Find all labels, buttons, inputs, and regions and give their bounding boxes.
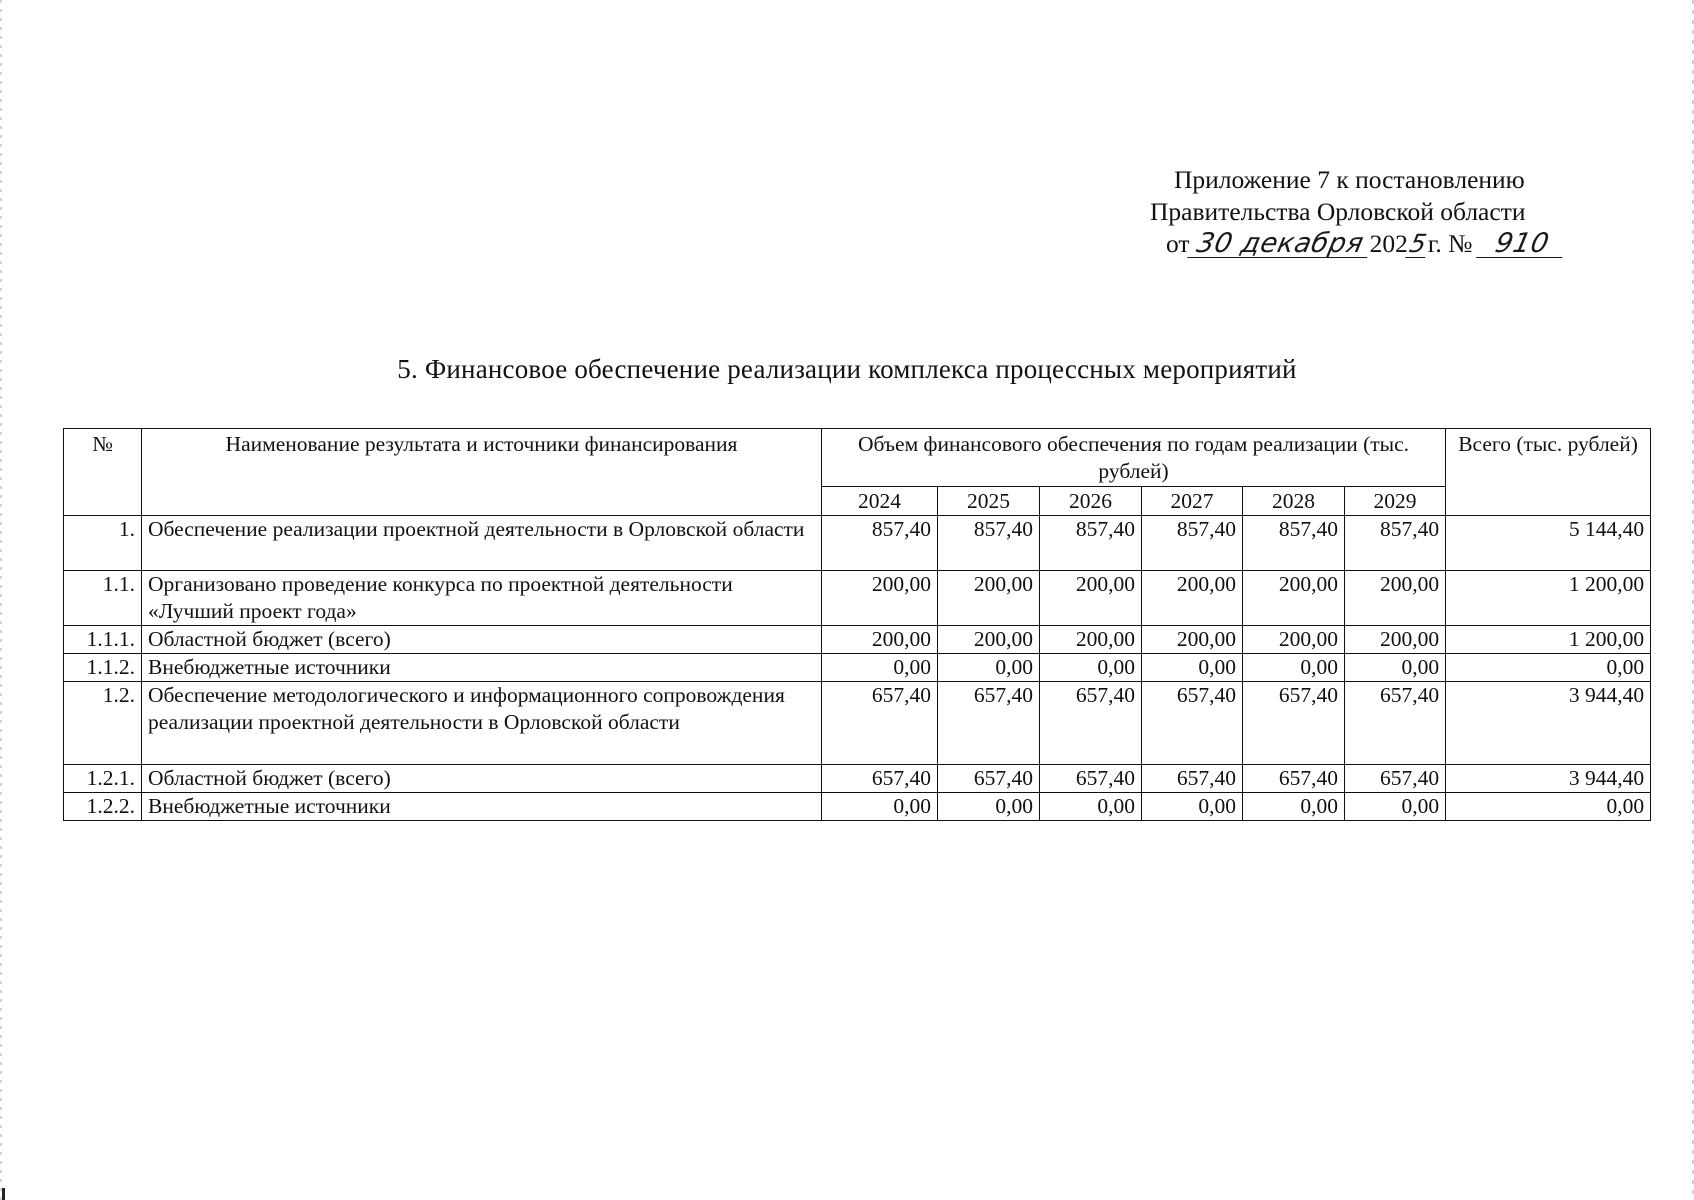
value-cell: 0,00 xyxy=(1142,793,1243,821)
value-cell: 200,00 xyxy=(1243,571,1345,626)
year-header: 2028 xyxy=(1243,487,1345,516)
value-cell: 657,40 xyxy=(1040,765,1142,793)
row-name: Организовано проведение конкурса по проектной деятельности «Лучший проект года» xyxy=(142,571,822,626)
value-cell: 657,40 xyxy=(1345,682,1446,765)
total-cell: 3 944,40 xyxy=(1446,765,1651,793)
year-header: 2026 xyxy=(1040,487,1142,516)
value-cell: 200,00 xyxy=(822,571,938,626)
year-header: 2025 xyxy=(938,487,1040,516)
year-header: 2027 xyxy=(1142,487,1243,516)
row-number: 1.1. xyxy=(64,571,142,626)
value-cell: 200,00 xyxy=(822,626,938,654)
total-cell: 3 944,40 xyxy=(1446,682,1651,765)
table-row xyxy=(64,682,1651,765)
value-cell: 200,00 xyxy=(1345,626,1446,654)
col-header-volume: Объем финансового обеспечения по годам реализации (тыс. рублей) xyxy=(822,429,1446,487)
value-cell: 200,00 xyxy=(1345,571,1446,626)
value-cell: 200,00 xyxy=(1243,626,1345,654)
value-cell: 0,00 xyxy=(1345,793,1446,821)
value-cell: 0,00 xyxy=(822,654,938,682)
total-cell: 1 200,00 xyxy=(1446,571,1651,626)
value-cell: 0,00 xyxy=(1243,793,1345,821)
value-cell: 200,00 xyxy=(938,626,1040,654)
table-row xyxy=(64,626,1651,654)
value-cell: 0,00 xyxy=(1040,793,1142,821)
value-cell: 200,00 xyxy=(1142,571,1243,626)
table-head-row xyxy=(64,429,1651,487)
year-header: 2029 xyxy=(1345,487,1446,516)
approval-line-1: Приложение 7 к постановлению xyxy=(1174,165,1525,194)
total-cell: 5 144,40 xyxy=(1446,516,1651,571)
approval-block xyxy=(1150,164,1590,260)
value-cell: 657,40 xyxy=(1345,765,1446,793)
handwritten-number: 910 xyxy=(1476,231,1568,258)
value-cell: 657,40 xyxy=(1142,765,1243,793)
approval-line-2: Правительства Орловской области xyxy=(1150,197,1526,226)
value-cell: 657,40 xyxy=(822,765,938,793)
approval-line-3 xyxy=(1150,228,1590,260)
value-cell: 200,00 xyxy=(938,571,1040,626)
table-row xyxy=(64,793,1651,821)
section-title: 5. Финансовое обеспечение реализации комплекса процессных мероприятий xyxy=(397,354,1297,384)
row-name: Внебюджетные источники xyxy=(142,793,822,821)
value-cell: 200,00 xyxy=(1040,571,1142,626)
row-number: 1.2.1. xyxy=(64,765,142,793)
handwritten-year-digit: 5 xyxy=(1406,229,1430,258)
from-prefix: от xyxy=(1166,229,1190,258)
value-cell: 857,40 xyxy=(938,516,1040,571)
row-name: Областной бюджет (всего) xyxy=(142,626,822,654)
value-cell: 657,40 xyxy=(938,682,1040,765)
year-header: 2024 xyxy=(822,487,938,516)
row-name: Внебюджетные источники xyxy=(142,654,822,682)
scan-edge-left xyxy=(0,0,2,1200)
year-suffix: г. № xyxy=(1427,229,1473,258)
table-row xyxy=(64,654,1651,682)
total-cell: 0,00 xyxy=(1446,654,1651,682)
value-cell: 0,00 xyxy=(822,793,938,821)
col-header-name: Наименование результата и источники финансирования xyxy=(142,429,822,516)
value-cell: 857,40 xyxy=(822,516,938,571)
handwritten-date: 30 декабря xyxy=(1187,231,1373,258)
table-row xyxy=(64,571,1651,626)
row-number: 1.1.2. xyxy=(64,654,142,682)
col-header-total: Всего (тыс. рублей) xyxy=(1446,429,1651,516)
financing-table xyxy=(63,428,1651,821)
value-cell: 857,40 xyxy=(1243,516,1345,571)
row-name: Областной бюджет (всего) xyxy=(142,765,822,793)
value-cell: 0,00 xyxy=(938,654,1040,682)
value-cell: 0,00 xyxy=(938,793,1040,821)
value-cell: 0,00 xyxy=(1345,654,1446,682)
value-cell: 0,00 xyxy=(1142,654,1243,682)
table-row xyxy=(64,516,1651,571)
row-number: 1.1.1. xyxy=(64,626,142,654)
value-cell: 857,40 xyxy=(1040,516,1142,571)
row-number: 1. xyxy=(64,516,142,571)
value-cell: 0,00 xyxy=(1243,654,1345,682)
value-cell: 657,40 xyxy=(1243,765,1345,793)
value-cell: 657,40 xyxy=(938,765,1040,793)
value-cell: 857,40 xyxy=(1142,516,1243,571)
row-name: Обеспечение методологического и информационного сопровождения реализации проектной деятельности в Орловской области xyxy=(142,682,822,765)
row-number: 1.2. xyxy=(64,682,142,765)
row-name: Обеспечение реализации проектной деятельности в Орловской области xyxy=(142,516,822,571)
year-prefix: 202 xyxy=(1369,229,1408,258)
value-cell: 657,40 xyxy=(1142,682,1243,765)
value-cell: 657,40 xyxy=(1040,682,1142,765)
table-row xyxy=(64,765,1651,793)
total-cell: 1 200,00 xyxy=(1446,626,1651,654)
row-number: 1.2.2. xyxy=(64,793,142,821)
scan-edge-mark xyxy=(2,1188,5,1200)
value-cell: 657,40 xyxy=(822,682,938,765)
value-cell: 0,00 xyxy=(1040,654,1142,682)
value-cell: 200,00 xyxy=(1040,626,1142,654)
value-cell: 857,40 xyxy=(1345,516,1446,571)
total-cell: 0,00 xyxy=(1446,793,1651,821)
value-cell: 200,00 xyxy=(1142,626,1243,654)
col-header-num: № xyxy=(64,429,142,516)
value-cell: 657,40 xyxy=(1243,682,1345,765)
